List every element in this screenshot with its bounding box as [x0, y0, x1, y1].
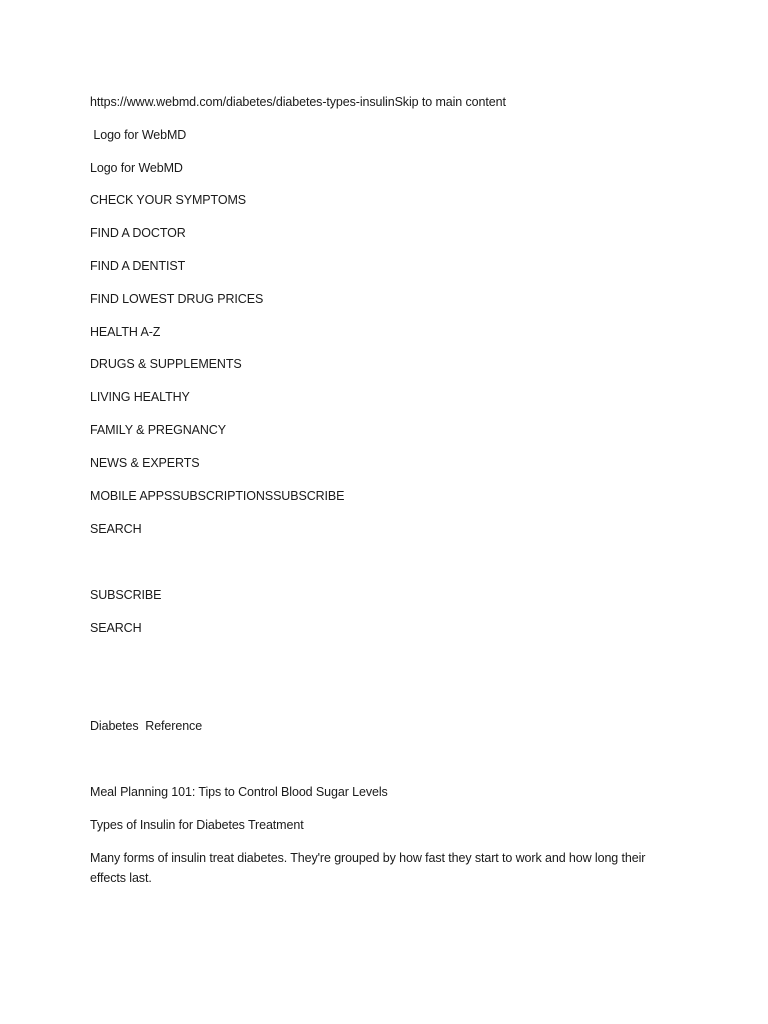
document-page	[90, 0, 690, 1024]
nav-item-living-healthy[interactable]: LIVING HEALTHY	[90, 390, 190, 404]
search-link[interactable]: SEARCH	[90, 621, 142, 635]
article-intro: Many forms of insulin treat diabetes. They're grouped by how fast they start to work and how long their effects last.	[90, 851, 646, 885]
nav-item-family-pregnancy[interactable]: FAMILY & PREGNANCY	[90, 423, 226, 437]
nav-item-find-dentist[interactable]: FIND A DENTIST	[90, 259, 186, 273]
nav-item-news-experts[interactable]: NEWS & EXPERTS	[90, 456, 200, 470]
logo-alt-text: Logo for WebMD	[90, 161, 183, 175]
nav-item-drug-prices[interactable]: FIND LOWEST DRUG PRICES	[90, 292, 264, 306]
url-line[interactable]: https://www.webmd.com/diabetes/diabetes-types-insulinSkip to main content	[90, 95, 506, 109]
search-link[interactable]: SEARCH	[90, 522, 142, 536]
section-label: Diabetes Reference	[90, 719, 203, 733]
subscribe-link[interactable]: SUBSCRIBE	[90, 588, 162, 602]
nav-item-drugs-supplements[interactable]: DRUGS & SUPPLEMENTS	[90, 357, 242, 371]
nav-item-find-doctor[interactable]: FIND A DOCTOR	[90, 226, 186, 240]
nav-item-check-symptoms[interactable]: CHECK YOUR SYMPTOMS	[90, 193, 246, 207]
related-article-link[interactable]: Meal Planning 101: Tips to Control Blood Sugar Levels	[90, 785, 388, 799]
nav-item-health-a-z[interactable]: HEALTH A-Z	[90, 325, 161, 339]
logo-alt-text: Logo for WebMD	[90, 128, 187, 142]
nav-item-mobile-apps[interactable]: MOBILE APPSSUBSCRIPTIONSSUBSCRIBE	[90, 489, 345, 503]
article-title: Types of Insulin for Diabetes Treatment	[90, 818, 304, 832]
